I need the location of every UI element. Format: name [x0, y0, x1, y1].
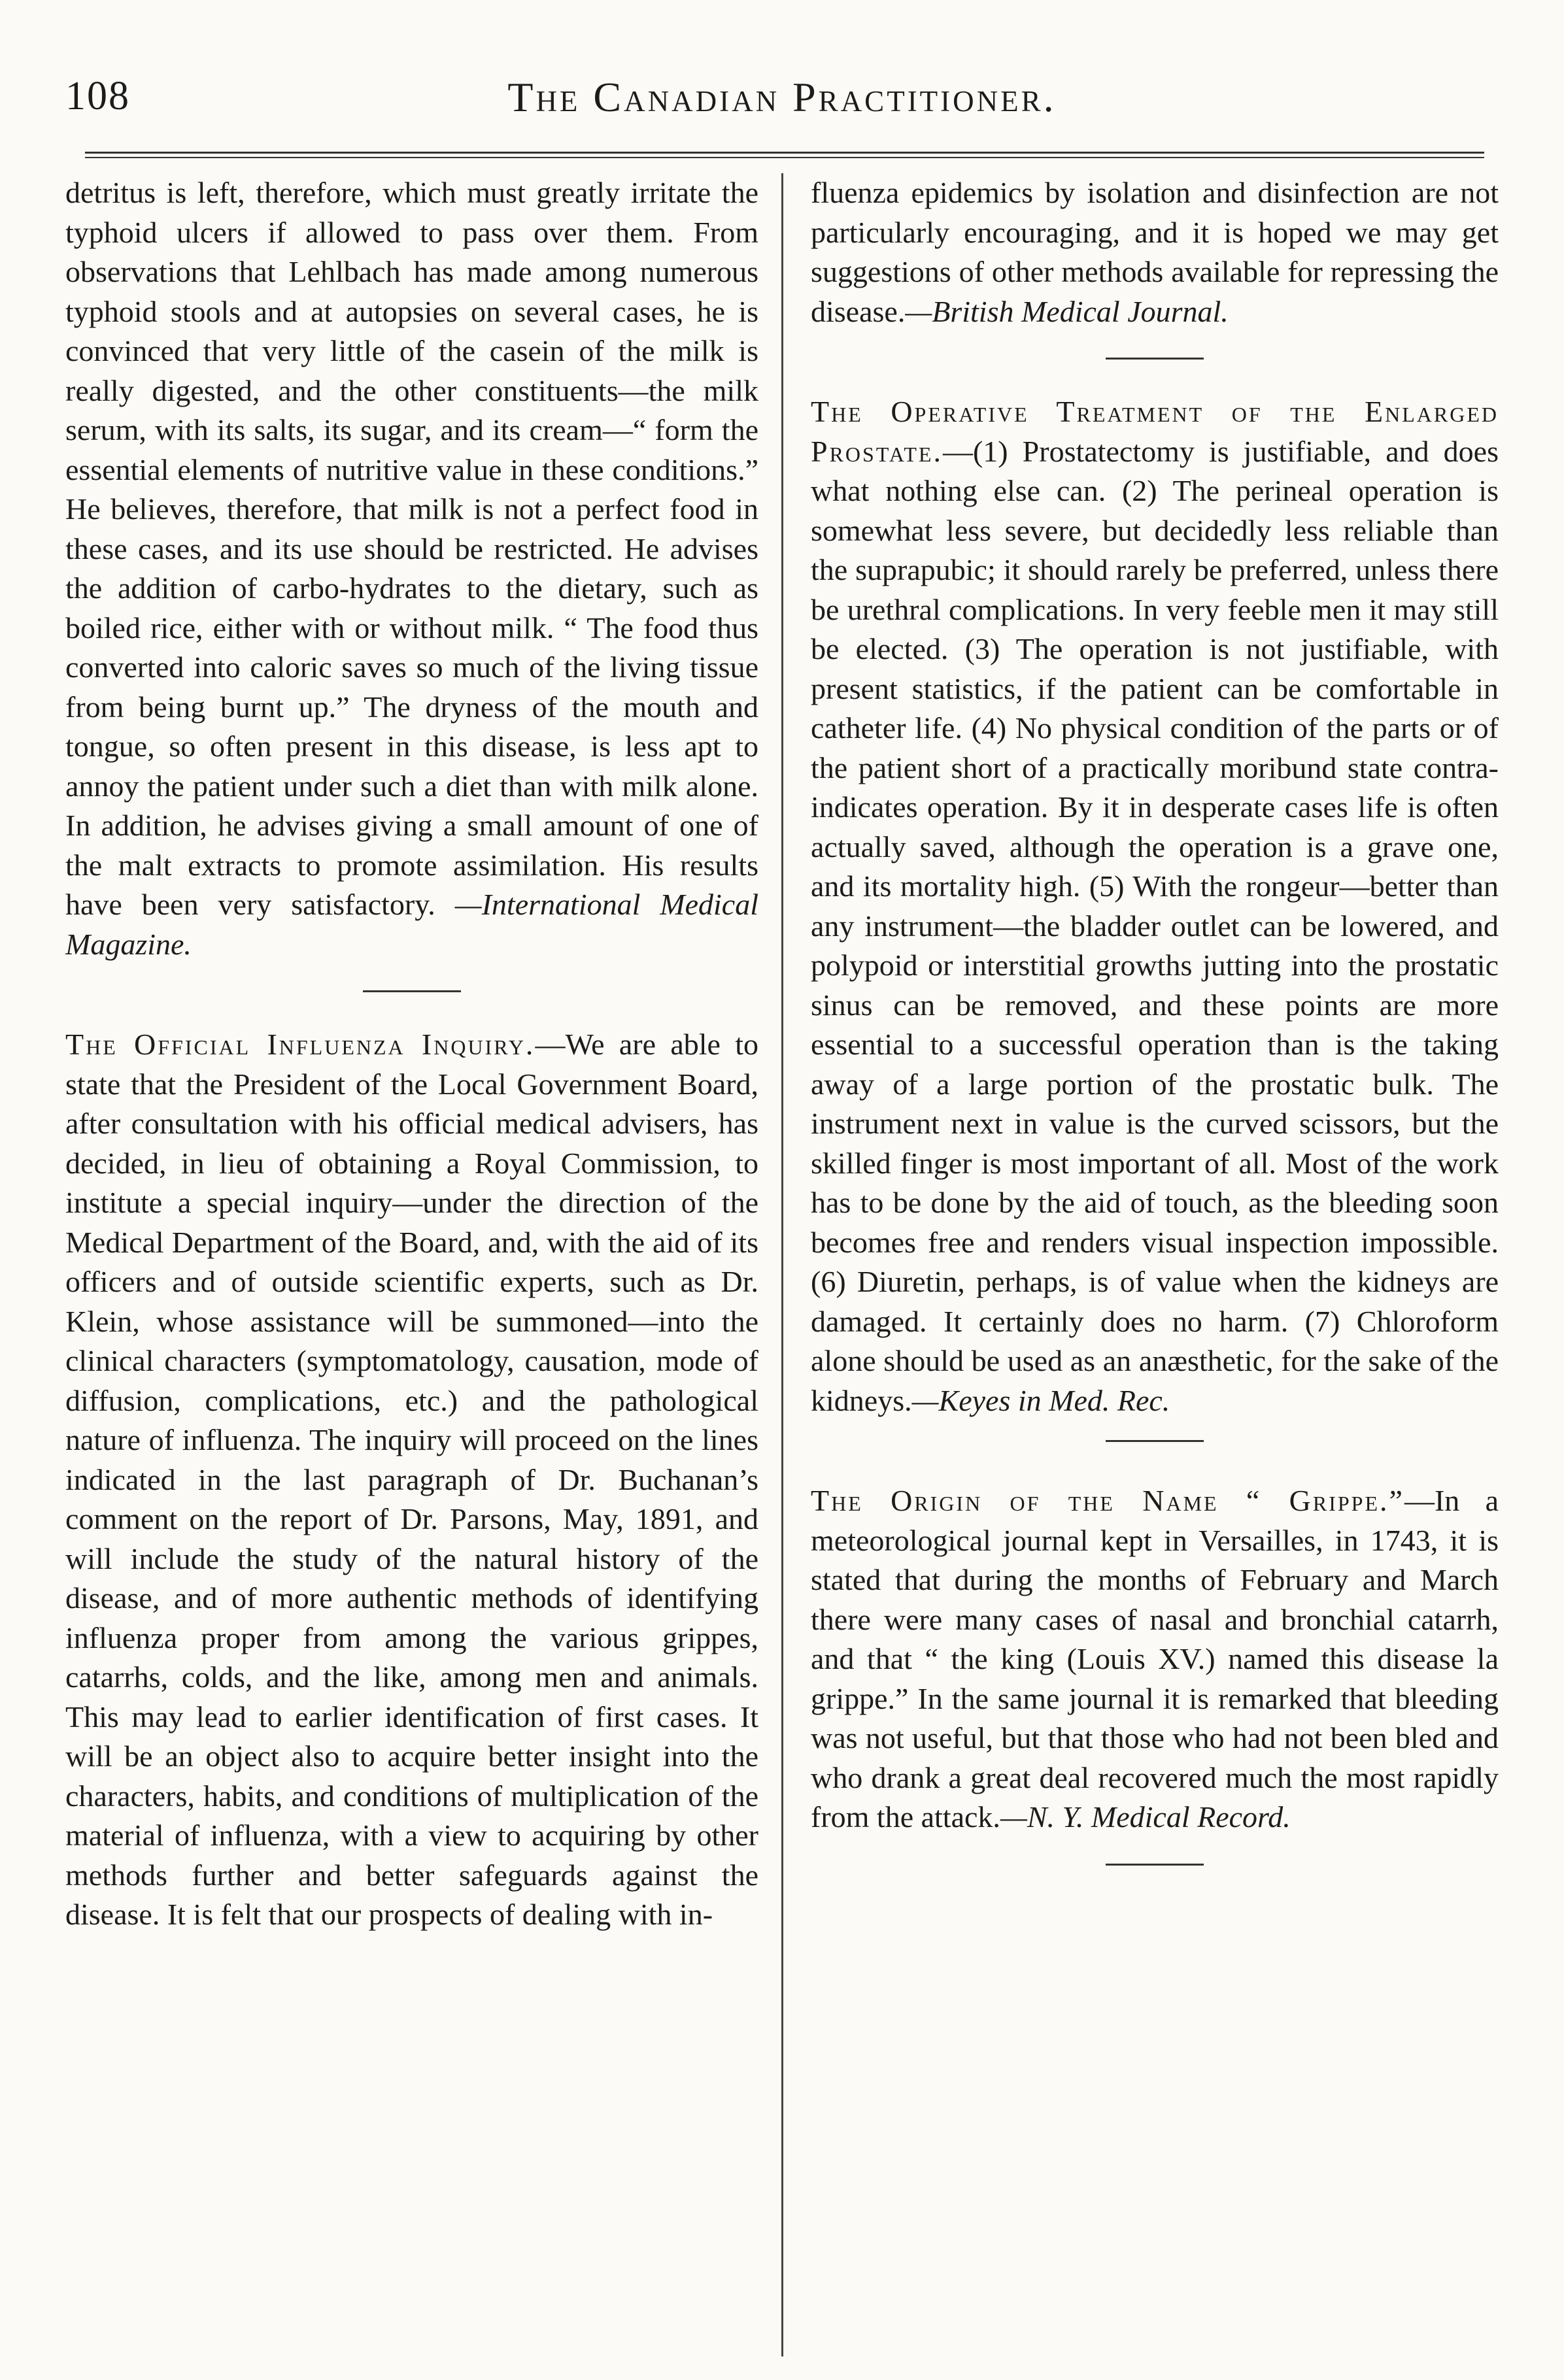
right-column	[811, 173, 1499, 1898]
article-body: —(1) Prostatectomy is justifiable, and does what nothing else can. (2) The perineal operation is somewhat less severe, but decidedly less reliable than the suprapubic; it should rarely be preferred, unless there be urethral complications. In very feeble men it may still be elected. (3) The operation is not justifiable, with present statistics, if the patient can be comfortable in catheter life. (4) No physical condition of the parts or of the patient short of a practically moribund state contra-indicates operation. By it in desperate cases life is often actually saved, although the operation is a grave one, and its mortality high. (5) With the rongeur—better than any instrument—the bladder outlet can be lowered, and polypoid or interstitial growths jutting into the prostatic sinus can be removed, and these points are more essential to a successful operation than is the taking away of a large portion of the prostatic bulk. The instrument next in value is the curved scissors, but the skilled finger is most important of all. Most of the work has to be done by the aid of touch, as the bleeding soon becomes free and renders visual inspection impossible. (6) Diuretin, perhaps, is of value when the kidneys are damaged. It certainly does no harm. (7) Chloroform alone should be used as an anæsthetic, for the sake of the kidneys.	[811, 434, 1499, 1417]
running-title: The Canadian Practitioner.	[507, 74, 1057, 120]
section-separator	[1106, 1864, 1204, 1866]
article-typhoid-diet	[65, 173, 758, 964]
section-separator	[1106, 358, 1204, 360]
article-body: —In a meteorological journal kept in Versailles, in 1743, it is stated that during the months of February and March there were many cases of nasal and bronchial catarrh, and that “ the king (Louis XV.) named this disease la grippe.” In the same journal it is remarked that bleeding was not useful, but that those who had not been bled and who drank a great deal recovered much the most rapidly from the attack.	[811, 1484, 1499, 1834]
article-influenza-inquiry	[65, 1025, 758, 1935]
article-influenza-continued	[811, 173, 1499, 331]
article-source: —Keyes in Med. Rec.	[911, 1383, 1170, 1417]
article-body: fluenza epidemics by isolation and disinfection are not particularly encouraging, and it is hoped we may get suggestions of other methods available for repressing the disease.	[811, 176, 1499, 328]
article-grippe-origin	[811, 1481, 1499, 1837]
article-prostate-treatment	[811, 392, 1499, 1420]
article-body: detritus is left, therefore, which must greatly irritate the typhoid ulcers if allowed to pass over them. From observations that Lehlbach has made among numerous typhoid stools and at autopsies on several cases, he is convinced that very little of the casein of the milk is really digested, and the other constituents—the milk serum, with its salts, its sugar, and its cream—“ form the essential elements of nutritive value in these conditions.” He believes, therefore, that milk is not a perfect food in these cases, and its use should be restricted. He advises the addition of carbo-hydrates to the dietary, such as boiled rice, either with or without milk. “ The food thus converted into caloric saves so much of the living tissue from being burnt up.” The dryness of the mouth and tongue, so often present in this disease, is less apt to annoy the patient under such a diet than with milk alone. In addition, he advises giving a small amount of one of the malt extracts to promote assimilation. His results have been very satisfactory.	[65, 176, 758, 921]
section-separator	[1106, 1440, 1204, 1442]
article-heading: The Official Influenza Inquiry.	[65, 1028, 536, 1061]
article-source: —British Medical Journal.	[905, 294, 1229, 328]
column-divider	[781, 173, 783, 2356]
section-separator	[363, 990, 461, 992]
header-rule	[85, 152, 1484, 154]
article-source: —International Medical Magazine.	[65, 888, 759, 961]
left-column	[65, 173, 758, 1935]
article-body: —We are able to state that the President of the Local Government Board, after consultation with his official medical advisers, has decided, in lieu of obtaining a Royal Commission, to institute a special inquiry—under the direction of the Medical Department of the Board, and, with the aid of its officers and of outside scientific experts, such as Dr. Klein, whose assistance will be summoned—into the clinical characters (symptomatology, causation, mode of diffusion, complications, etc.) and the pathological nature of influenza. The inquiry will proceed on the lines indicated in the last paragraph of Dr. Buchanan’s comment on the report of Dr. Parsons, May, 1891, and will include the study of the natural history of the disease, and of more authentic methods of identifying influenza proper from among the various grippes, catarrhs, colds, and the like, among men and animals. This may lead to earlier identification of first cases. It will be an object also to acquire better insight into the characters, habits, and conditions of multiplication of the material of influenza, with a view to acquiring by other methods further and better safeguards against the disease. It is felt that our prospects of dealing with in-	[65, 1028, 758, 1931]
header-rule-thin	[85, 157, 1484, 158]
article-heading: The Origin of the Name “ Grippe.”	[811, 1484, 1404, 1517]
article-heading: The Operative Treatment of the Enlarged Prostate.	[811, 395, 1499, 468]
article-source: —N. Y. Medical Record.	[1000, 1800, 1291, 1834]
page-number: 108	[65, 74, 130, 118]
page-header	[65, 73, 1499, 136]
